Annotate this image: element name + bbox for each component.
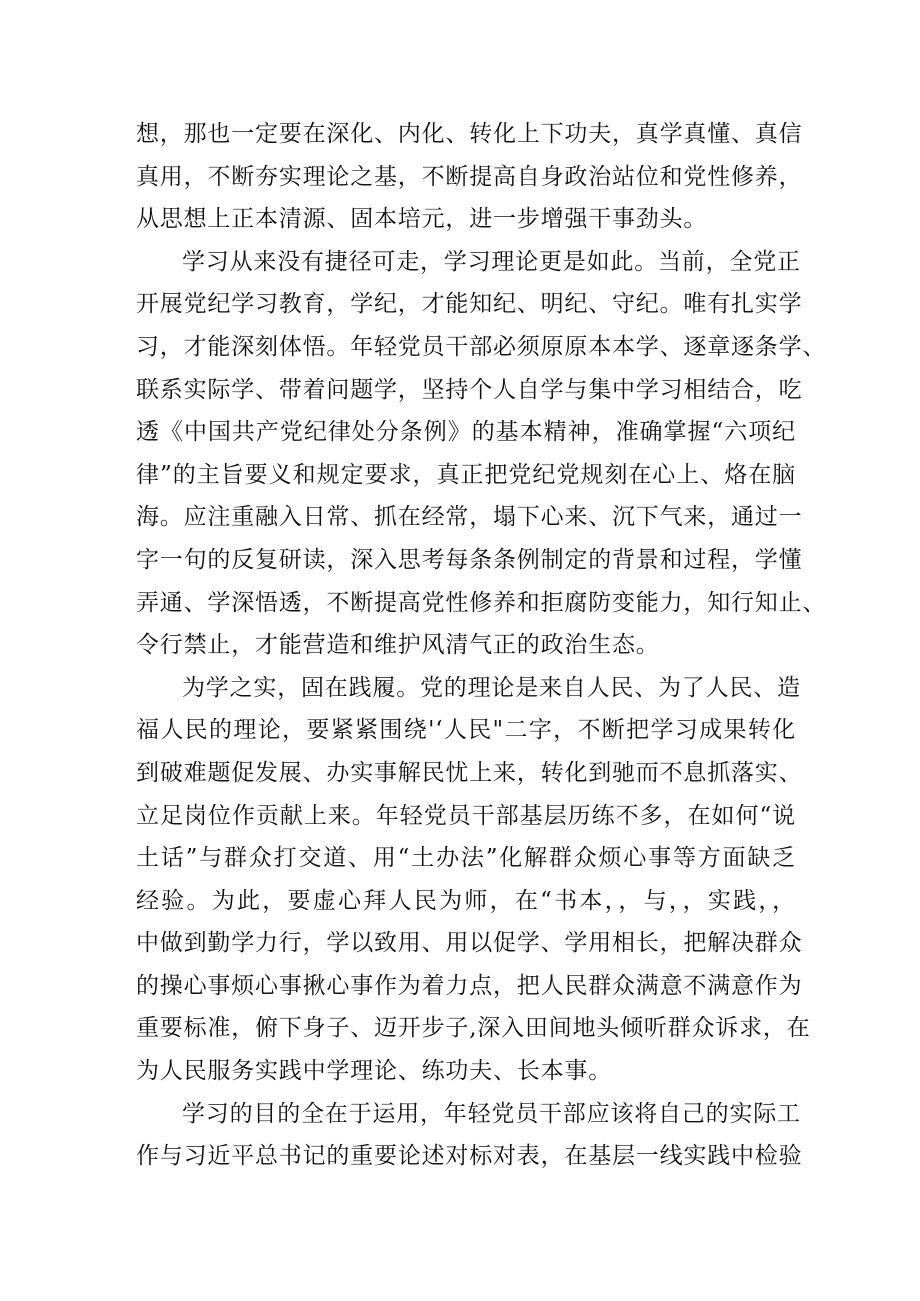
text-line: 从思想上正本清源、固本培元，进一步增强干事劲头。 bbox=[136, 206, 708, 233]
text-line: 学习从来没有捷径可走，学习理论更是如此。当前，全党正 bbox=[182, 248, 801, 275]
paragraph-2 bbox=[136, 241, 827, 667]
text-line: 立足岗位作贡献上来。年轻党员干部基层历练不多，在如何“说 bbox=[136, 802, 796, 829]
text-line: 海。应注重融入日常、抓在经常，塌下心来、沉下气来，通过一 bbox=[136, 504, 803, 531]
text-line: 土话”与群众打交道、用“土办法”化解群众烦心事等方面缺乏 bbox=[136, 845, 796, 872]
text-line: 透《中国共产党纪律处分条例》的基本精神，准确掌握“六项纪 bbox=[136, 419, 796, 446]
text-line: 弄通、学深悟透，不断提高党性修养和拒腐防变能力，知行知止、 bbox=[136, 589, 827, 616]
text-line: 开展党纪学习教育，学纪，才能知纪、明纪、守纪。唯有扎实学 bbox=[136, 291, 803, 318]
text-line: 福人民的理论，要紧紧围绕'‘人民"二字，不断把学习成果转化 bbox=[136, 717, 796, 744]
document-body bbox=[136, 113, 827, 1178]
text-line: 律”的主旨要义和规定要求，真正把党纪党规刻在心上、烙在脑 bbox=[136, 461, 796, 488]
text-line: 联系实际学、带着问题学，坚持个人自学与集中学习相结合，吃 bbox=[136, 376, 803, 403]
text-line: 经验。为此，要虚心拜人民为师，在“书本，，与，，实践，， bbox=[136, 887, 796, 914]
text-line: 字一句的反复研读，深入思考每条条例制定的背景和过程，学懂 bbox=[136, 546, 803, 573]
text-line: 中做到勤学力行，学以致用、用以促学、学用相长，把解决群众 bbox=[136, 930, 803, 957]
text-line: 作与习近平总书记的重要论述对标对表，在基层一线实践中检验 bbox=[136, 1143, 803, 1170]
text-line: 为人民服务实践中学理论、练功夫、长本事。 bbox=[136, 1058, 612, 1085]
text-line: 令行禁止，才能营造和维护风清气正的政治生态。 bbox=[136, 632, 660, 659]
text-line: 想，那也一定要在深化、内化、转化上下功夫，真学真懂、真信 bbox=[136, 121, 803, 147]
text-line: 真用，不断夯实理论之基，不断提高自身政治站位和党性修养， bbox=[136, 163, 803, 190]
text-line: 的操心事烦心事揪心事作为着力点，把人民群众满意不满意作为 bbox=[136, 972, 803, 999]
paragraph-4 bbox=[136, 1093, 803, 1178]
paragraph-1 bbox=[136, 113, 803, 241]
text-line: 习，才能深刻体悟。年轻党员干部必须原原本本学、逐章逐条学、 bbox=[136, 333, 827, 360]
text-line: 学习的目的全在于运用，年轻党员干部应该将自己的实际工 bbox=[182, 1100, 801, 1127]
text-line: 到破难题促发展、办实事解民忧上来，转化到驰而不息抓落实、 bbox=[136, 759, 803, 786]
paragraph-3 bbox=[136, 667, 811, 1093]
text-line: 重要标准，俯下身子、迈开步子,深入田间地头倾听群众诉求，在 bbox=[136, 1015, 811, 1042]
text-line: 为学之实，固在践履。党的理论是来自人民、为了人民、造 bbox=[182, 674, 801, 701]
